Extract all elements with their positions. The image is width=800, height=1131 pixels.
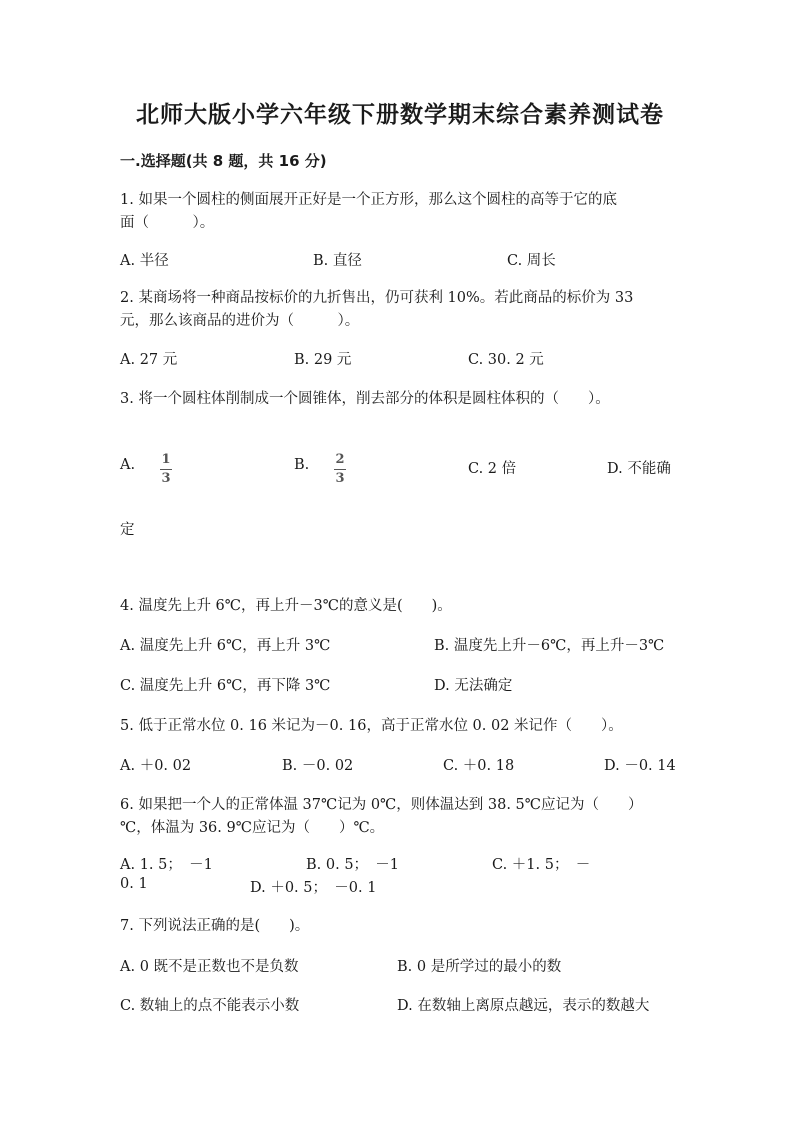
numerator: 1 [161,452,171,467]
option-d[interactable]: D. 不能确 [607,461,671,477]
option-d-cont: 定 [120,522,135,538]
option-c-cont: 0. 1 [120,876,148,892]
option-a[interactable]: A. 27 元 [120,352,178,368]
option-b[interactable]: B. [294,457,310,473]
question-text: 2. 某商场将一种商品按标价的九折售出，仍可获利 10%。若此商品的标价为 33 [120,290,634,306]
question-text-cont: ℃，体温为 36. 9℃应记为（ ）℃。 [120,820,385,836]
option-c[interactable]: C. 周长 [507,253,556,269]
denominator: 3 [161,471,171,486]
question-text: 6. 如果把一个人的正常体温 37℃记为 0℃，则体温达到 38. 5℃应记为（ ） [120,797,643,813]
question-text: 5. 低于正常水位 0. 16 米记为－0. 16，高于正常水位 0. 02 米记作（ ）。 [120,718,623,734]
question-text: 3. 将一个圆柱体削制成一个圆锥体，削去部分的体积是圆柱体积的（ ）。 [120,391,610,407]
option-d[interactable]: D. 在数轴上离原点越远，表示的数越大 [397,998,650,1014]
denominator: 3 [335,471,345,486]
option-d[interactable]: D. ＋0. 5； －0. 1 [250,880,377,896]
fraction-one-third [160,452,172,487]
option-a[interactable]: A. ＋0. 02 [120,758,192,774]
option-b[interactable]: B. 直径 [313,253,362,269]
option-a[interactable]: A. [120,457,136,473]
option-c[interactable]: C. 数轴上的点不能表示小数 [120,998,300,1014]
page-title: 北师大版小学六年级下册数学期末综合素养测试卷 [136,102,664,128]
question-text: 4. 温度先上升 6℃，再上升－3℃的意义是( )。 [120,598,452,614]
fraction-bar [334,469,346,470]
option-a[interactable]: A. 半径 [120,253,169,269]
section-heading: 一.选择题(共 8 题，共 16 分) [120,152,327,170]
option-b[interactable]: B. －0. 02 [282,758,354,774]
option-a[interactable]: A. 温度先上升 6℃，再上升 3℃ [120,638,331,654]
option-a[interactable]: A. 0 既不是正数也不是负数 [120,959,299,975]
option-c[interactable]: C. 温度先上升 6℃，再下降 3℃ [120,678,331,694]
option-d[interactable]: D. －0. 14 [604,758,676,774]
option-c[interactable]: C. ＋0. 18 [443,758,515,774]
fraction-two-thirds [334,452,346,487]
question-text-cont: 面（ ）。 [120,215,215,231]
question-text: 1. 如果一个圆柱的侧面展开正好是一个正方形，那么这个圆柱的高等于它的底 [120,192,617,208]
option-c[interactable]: C. 2 倍 [468,461,517,477]
question-text-cont: 元，那么该商品的进价为（ ）。 [120,313,360,329]
numerator: 2 [335,452,345,467]
option-b[interactable]: B. 0. 5； －1 [306,857,400,873]
option-b[interactable]: B. 29 元 [294,352,352,368]
option-c[interactable]: C. ＋1. 5； － [492,857,591,873]
option-b[interactable]: B. 0 是所学过的最小的数 [397,959,562,975]
question-text: 7. 下列说法正确的是( )。 [120,918,310,934]
option-d[interactable]: D. 无法确定 [434,678,513,694]
fraction-bar [160,469,172,470]
option-c[interactable]: C. 30. 2 元 [468,352,544,368]
option-b[interactable]: B. 温度先上升－6℃，再上升－3℃ [434,638,665,654]
option-a[interactable]: A. 1. 5； －1 [120,857,213,873]
